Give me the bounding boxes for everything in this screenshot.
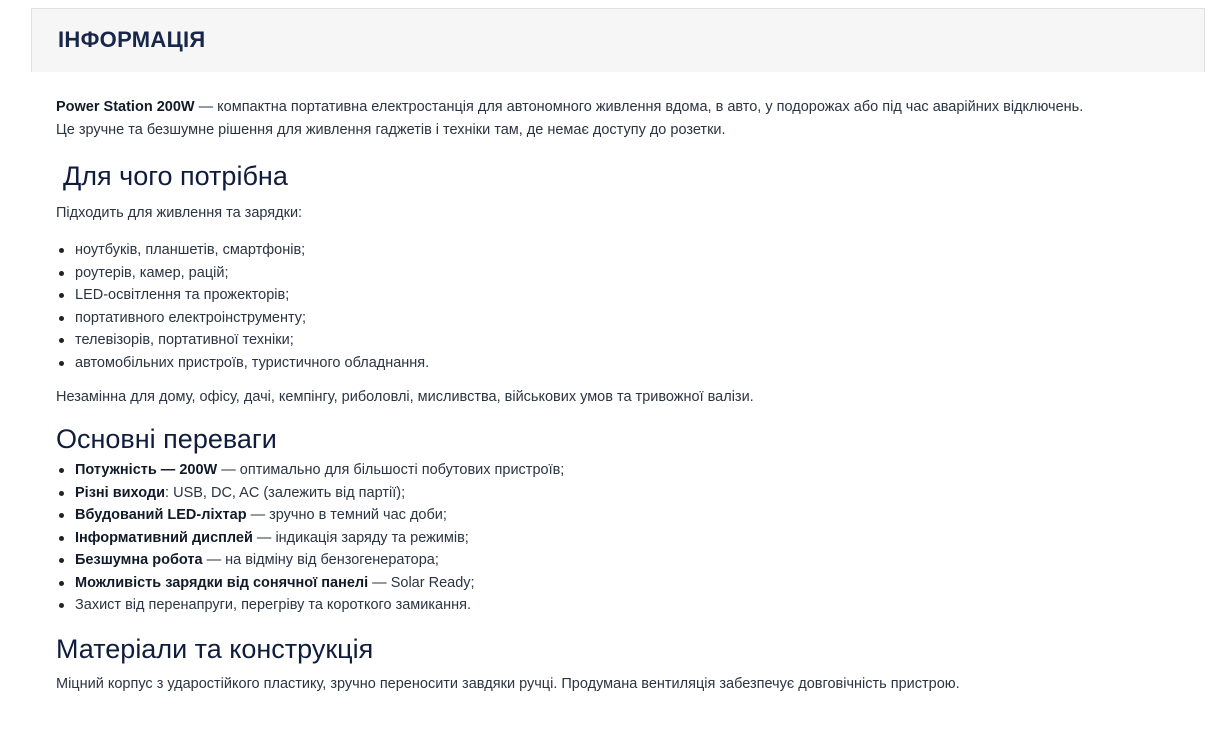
section-heading-purpose: Для чого потрібна <box>63 161 288 191</box>
advantages-list <box>56 459 1206 617</box>
purpose-footer: Незамінна для дому, офісу, дачі, кемпінгу, риболовлі, мисливства, військових умов та тривожної валізи. <box>56 389 754 405</box>
intro-paragraph <box>56 96 1206 142</box>
info-tab-header[interactable] <box>31 8 1205 72</box>
purpose-list <box>56 239 1206 374</box>
intro-block <box>56 96 1206 142</box>
advantage-text: — Solar Ready; <box>368 574 475 591</box>
tab-title-info[interactable]: ІНФОРМАЦІЯ <box>58 27 206 52</box>
list-item: LED-освітлення та прожекторів; <box>75 284 1206 307</box>
list-item <box>75 459 1206 482</box>
product-description <box>56 96 1206 696</box>
list-item: ноутбуків, планшетів, смартфонів; <box>75 239 1206 262</box>
materials-text: Міцний корпус з ударостійкого пластику, зручно переносити завдяки ручці. Продумана вентиляція забезпечує довговічність пристрою. <box>56 675 960 692</box>
intro-text-line2: Це зручне та безшумне рішення для живлення гаджетів і техніки там, де немає доступу до розетки. <box>56 122 726 138</box>
section-heading-materials: Матеріали та конструкція <box>56 633 374 664</box>
advantage-text: — оптимально для більшості побутових пристроїв; <box>217 462 565 478</box>
advantage-text: : USB, DC, AC (залежить від партії); <box>165 484 406 501</box>
purpose-lead: Підходить для живлення та зарядки: <box>56 205 303 221</box>
advantage-title: Можливість зарядки від сонячної панелі <box>75 574 369 591</box>
advantage-title: Потужність — 200W <box>75 462 218 478</box>
list-item <box>75 504 1206 527</box>
list-item <box>75 527 1206 550</box>
advantage-title: Безшумна робота <box>75 552 203 568</box>
list-item <box>75 594 1206 617</box>
list-item: телевізорів, портативної техніки; <box>75 329 1206 352</box>
list-item: автомобільних пристроїв, туристичного обладнання. <box>75 352 1206 375</box>
list-item: роутерів, камер, рацій; <box>75 262 1206 285</box>
advantage-text: — зручно в темний час доби; <box>246 507 447 523</box>
list-item <box>75 482 1206 505</box>
list-item <box>75 549 1206 572</box>
advantage-text: — на відміну від бензогенератора; <box>202 552 439 568</box>
advantage-title: Інформативний дисплей <box>75 529 253 546</box>
advantage-text: Захист від перенапруги, перегріву та короткого замикання. <box>75 597 471 613</box>
list-item <box>75 572 1206 595</box>
advantage-text: — індикація заряду та режимів; <box>252 529 469 546</box>
list-item: портативного електроінструменту; <box>75 307 1206 330</box>
advantage-title: Різні виходи <box>75 484 166 501</box>
product-name: Power Station 200W <box>56 99 195 115</box>
intro-text-line1: — компактна портативна електростанція для автономного живлення вдома, в авто, у подорожах або під час аварійних відключень. <box>194 99 1084 115</box>
section-heading-advantages: Основні переваги <box>56 424 277 454</box>
advantage-title: Вбудований LED-ліхтар <box>75 507 247 523</box>
